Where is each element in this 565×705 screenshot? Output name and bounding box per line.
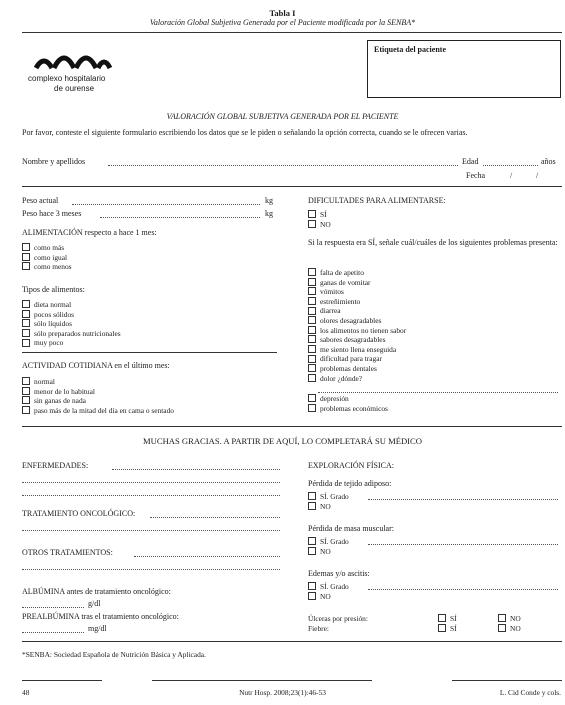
weight-prev-field[interactable] — [100, 216, 260, 218]
name-field[interactable] — [108, 164, 458, 166]
problem-llena[interactable] — [308, 345, 406, 355]
checkbox[interactable] — [438, 614, 446, 622]
checkbox[interactable] — [308, 268, 316, 276]
weight-prev-label: Peso hace 3 meses — [22, 209, 82, 218]
weight-now-field[interactable] — [72, 203, 260, 205]
section-rule-3 — [22, 641, 562, 642]
option-label: normal — [34, 377, 55, 386]
tejido-si[interactable] — [308, 492, 349, 502]
checkbox[interactable] — [308, 502, 316, 510]
section-rule-2 — [22, 426, 562, 427]
problem-depresion[interactable] — [308, 394, 388, 404]
left-divider — [22, 352, 277, 353]
option-label: falta de apetito — [320, 268, 364, 277]
fiebre-si[interactable] — [438, 624, 457, 633]
option-dieta-normal[interactable] — [22, 300, 121, 310]
checkbox[interactable] — [308, 307, 316, 315]
checkbox[interactable] — [308, 335, 316, 343]
checkbox[interactable] — [308, 547, 316, 555]
intro-text: Por favor, conteste el siguiente formulario escribiendo los datos que se le piden o señalando la opción correcta, cuando se le ofrecen varias. — [22, 128, 468, 137]
checkbox[interactable] — [22, 253, 30, 261]
ulceras-si[interactable] — [438, 614, 457, 623]
form-title: VALORACIÓN GLOBAL SUBJETIVA GENERADA POR EL PACIENTE — [166, 112, 399, 121]
age-unit: años — [541, 157, 556, 166]
patient-label-title: Etiqueta del paciente — [374, 45, 446, 54]
option-label: sin ganas de nada — [34, 396, 86, 406]
checkbox[interactable] — [22, 339, 30, 347]
option-cama[interactable] — [22, 406, 174, 416]
checkbox[interactable] — [22, 377, 30, 385]
masa-label: Pérdida de masa muscular: — [308, 524, 394, 533]
checkbox[interactable] — [22, 300, 30, 308]
option-label: NO — [510, 624, 521, 633]
option-label: NO — [320, 546, 331, 556]
tratamiento-field-2[interactable] — [22, 529, 280, 531]
checkbox[interactable] — [22, 262, 30, 270]
ulceras-no[interactable] — [498, 614, 521, 623]
problem-economicos[interactable] — [308, 404, 388, 414]
patient-label-box[interactable] — [367, 40, 561, 98]
checkbox[interactable] — [22, 243, 30, 251]
table-label: Tabla I — [269, 8, 296, 18]
option-label: SÍ. Grado — [320, 537, 349, 546]
option-label: sabores desagradables — [320, 335, 386, 345]
enfermedades-field-1[interactable] — [112, 468, 280, 470]
hospital-name-1: complexo hospitalario — [28, 74, 106, 83]
fiebre-no[interactable] — [498, 624, 521, 633]
checkbox[interactable] — [308, 210, 316, 218]
option-label: problemas económicos — [320, 403, 388, 413]
date-sep-1: / — [510, 171, 513, 180]
option-label: depresión — [320, 394, 349, 403]
enfermedades-field-3[interactable] — [22, 494, 280, 496]
prealbumina-field[interactable] — [22, 631, 84, 633]
ulceras-label: Úlceras por presión: — [308, 614, 368, 623]
checkbox[interactable] — [22, 319, 30, 327]
checkbox[interactable] — [438, 624, 446, 632]
otros-label: OTROS TRATAMIENTOS: — [22, 548, 113, 557]
option-label: pocos sólidos — [34, 309, 75, 319]
problem-vomitos[interactable] — [308, 287, 406, 297]
checkbox[interactable] — [22, 310, 30, 318]
option-como-mas[interactable] — [22, 243, 72, 253]
otros-field-2[interactable] — [22, 568, 280, 570]
footer-rule-center — [152, 680, 372, 681]
option-label: vómitos — [320, 287, 344, 297]
problemas-intro: Si la respuesta era SÍ, señale cuál/cuáles de los siguientes problemas presenta: — [308, 238, 558, 247]
fiebre-label: Fiebre: — [308, 624, 329, 633]
actividad-options — [22, 377, 174, 415]
dolor-detail-field[interactable] — [318, 391, 558, 393]
masa-options — [308, 537, 349, 556]
enfermedades-label: ENFERMEDADES: — [22, 461, 89, 470]
problem-dentales[interactable] — [308, 364, 406, 374]
masa-grado-field[interactable] — [368, 543, 558, 545]
tipos-title: Tipos de alimentos: — [22, 285, 85, 294]
problem-estrenimiento[interactable] — [308, 297, 406, 307]
problem-falta-apetito[interactable] — [308, 268, 406, 278]
option-menor[interactable] — [22, 387, 174, 397]
footer-rule-right — [452, 680, 562, 681]
option-label: NO — [510, 614, 521, 623]
problemas-list — [308, 268, 406, 383]
option-label: estreñimiento — [320, 296, 361, 306]
option-label: menor de lo habitual — [34, 386, 95, 396]
problem-dolor[interactable] — [308, 374, 406, 384]
albumina-unit: g/dl — [88, 599, 101, 608]
checkbox[interactable] — [22, 329, 30, 337]
enfermedades-field-2[interactable] — [22, 481, 280, 483]
checkbox[interactable] — [308, 492, 316, 500]
option-label: NO — [320, 219, 331, 229]
option-label: SÍ — [450, 624, 457, 633]
problem-ganas-vomitar[interactable] — [308, 278, 406, 288]
masa-no[interactable] — [308, 547, 349, 557]
checkbox[interactable] — [308, 287, 316, 295]
option-label: ganas de vomitar — [320, 277, 371, 287]
tratamiento-field-1[interactable] — [150, 516, 280, 518]
dificultades-options — [308, 210, 331, 229]
checkbox[interactable] — [22, 396, 30, 404]
masa-si[interactable] — [308, 537, 349, 547]
option-label: dificultad para tragar — [320, 354, 382, 364]
problem-sabores[interactable] — [308, 335, 406, 345]
albumina-label: ALBÚMINA antes de tratamiento oncológico: — [22, 587, 171, 596]
page-number: 48 — [22, 688, 30, 697]
option-sin-ganas[interactable] — [22, 396, 174, 406]
option-label: NO — [320, 501, 331, 511]
option-label: me siento llena enseguida — [320, 344, 397, 354]
medico-heading: MUCHAS GRACIAS. A PARTIR DE AQUÍ, LO COMPLETARÁ SU MÉDICO — [142, 436, 422, 446]
option-pocos-solidos[interactable] — [22, 310, 121, 320]
option-label: olores desagradables — [320, 315, 382, 325]
option-label: sólo preparados nutricionales — [34, 328, 121, 338]
age-label: Edad — [462, 157, 479, 166]
hospital-name-2: de ourense — [54, 84, 95, 93]
edemas-grado-field[interactable] — [368, 588, 558, 590]
prealbumina-label: PREALBÚMINA tras el tratamiento oncológico: — [22, 612, 179, 621]
date-sep-2: / — [536, 171, 539, 180]
tejido-grado-field[interactable] — [368, 498, 558, 500]
checkbox[interactable] — [308, 345, 316, 353]
checkbox[interactable] — [308, 220, 316, 228]
table-caption: Valoración Global Subjetiva Generada por el Paciente modificada por la SENBA* — [149, 18, 416, 27]
hospital-logo — [34, 46, 114, 72]
checkbox[interactable] — [308, 326, 316, 334]
tejido-no[interactable] — [308, 502, 349, 512]
problem-olores[interactable] — [308, 316, 406, 326]
checkbox[interactable] — [498, 624, 506, 632]
alimentacion-options — [22, 243, 72, 272]
weight-prev-unit: kg — [265, 209, 273, 218]
edemas-no[interactable] — [308, 592, 349, 602]
option-muy-poco[interactable] — [22, 338, 121, 348]
option-label: paso más de la mitad del día en cama o sentado — [34, 405, 174, 415]
problem-tragar[interactable] — [308, 354, 406, 364]
checkbox[interactable] — [308, 355, 316, 363]
checkbox[interactable] — [22, 387, 30, 395]
top-rule — [22, 32, 562, 33]
checkbox[interactable] — [22, 406, 30, 414]
option-label: dieta normal — [34, 300, 72, 309]
option-label: SÍ — [320, 210, 327, 219]
option-label: dolor ¿dónde? — [320, 373, 363, 383]
footer-rule-left — [22, 680, 102, 681]
edemas-label: Edemas y/o ascitis: — [308, 569, 370, 578]
option-label: sólo líquidos — [34, 319, 72, 329]
option-label: muy poco — [34, 338, 64, 348]
footnote: *SENBA: Sociedad Española de Nutrición Básica y Aplicada. — [22, 650, 206, 659]
tratamiento-label: TRATAMIENTO ONCOLÓGICO: — [22, 509, 136, 518]
edemas-options — [308, 582, 349, 601]
authors: L. Cid Conde y cols. — [499, 688, 561, 697]
checkbox[interactable] — [308, 537, 316, 545]
checkbox[interactable] — [308, 316, 316, 324]
option-no[interactable] — [308, 220, 331, 230]
checkbox[interactable] — [308, 364, 316, 372]
name-label: Nombre y apellidos — [22, 157, 86, 166]
option-como-menos[interactable] — [22, 262, 72, 272]
tejido-label: Pérdida de tejido adiposo: — [308, 479, 392, 488]
option-label: los alimentos no tienen sabor — [320, 325, 407, 335]
alimentacion-title: ALIMENTACIÓN respecto a hace 1 mes: — [22, 228, 157, 237]
tejido-options — [308, 492, 349, 511]
option-solo-preparados[interactable] — [22, 329, 121, 339]
prealbumina-unit: mg/dl — [88, 624, 107, 633]
option-label: SÍ. Grado — [320, 492, 349, 501]
option-label: NO — [320, 591, 331, 601]
dificultades-title: DIFICULTADES PARA ALIMENTARSE: — [308, 196, 446, 205]
option-label: diarrea — [320, 306, 341, 316]
checkbox[interactable] — [308, 394, 316, 402]
option-label: SÍ. Grado — [320, 582, 349, 591]
journal-citation: Nutr Hosp. 2008;23(1):46-53 — [239, 688, 326, 697]
option-label: SÍ — [450, 614, 457, 623]
date-month-field[interactable] — [516, 172, 532, 181]
checkbox[interactable] — [498, 614, 506, 622]
weight-now-unit: kg — [265, 196, 273, 205]
option-como-igual[interactable] — [22, 253, 72, 263]
exploracion-label: EXPLORACIÓN FÍSICA: — [308, 461, 395, 470]
option-label: como menos — [34, 262, 72, 272]
checkbox[interactable] — [308, 592, 316, 600]
edemas-si[interactable] — [308, 582, 349, 592]
option-si[interactable] — [308, 210, 331, 220]
section-rule-1 — [22, 186, 562, 187]
problem-diarrea[interactable] — [308, 306, 406, 316]
option-solo-liquidos[interactable] — [22, 319, 121, 329]
problemas-extra — [308, 394, 388, 413]
actividad-title: ACTIVIDAD COTIDIANA en el último mes: — [22, 361, 170, 370]
checkbox[interactable] — [308, 374, 316, 382]
checkbox[interactable] — [308, 278, 316, 286]
problem-sin-sabor[interactable] — [308, 326, 406, 336]
option-label: como más — [34, 243, 65, 252]
option-label: como igual — [34, 252, 68, 262]
option-normal[interactable] — [22, 377, 174, 387]
date-day-field[interactable] — [478, 172, 506, 181]
albumina-field[interactable] — [22, 606, 84, 608]
checkbox[interactable] — [308, 582, 316, 590]
tipos-options — [22, 300, 121, 348]
date-label: Fecha — [466, 171, 486, 180]
checkbox[interactable] — [308, 297, 316, 305]
otros-field-1[interactable] — [134, 555, 280, 557]
weight-now-label: Peso actual — [22, 196, 59, 205]
option-label: problemas dentales — [320, 363, 377, 373]
age-field[interactable] — [483, 164, 538, 166]
checkbox[interactable] — [308, 404, 316, 412]
